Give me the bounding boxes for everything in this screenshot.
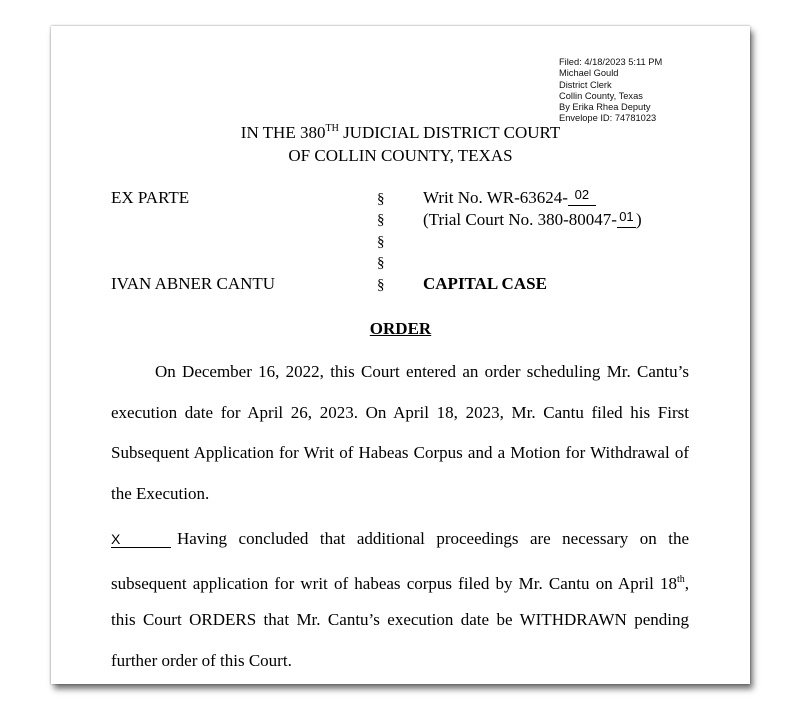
- section-symbol: §: [377, 255, 385, 271]
- writ-number: Writ No. WR-63624- 02: [423, 188, 596, 208]
- paragraph-1-line: Subsequent Application for Writ of Habeas Corpus and a Motion for Withdrawal of: [111, 443, 689, 462]
- deputy-name: By Erika Rhea Deputy: [559, 102, 651, 113]
- paragraph-1-line: the Execution.: [111, 483, 210, 503]
- capital-case-label: CAPITAL CASE: [423, 274, 547, 293]
- paragraph-2-line: X Having concluded that additional proceedings are necessary on the: [111, 519, 689, 560]
- trial-court-number-fill: 01: [619, 209, 634, 224]
- court-heading-line2: OF COLLIN COUNTY, TEXAS: [288, 146, 513, 165]
- paragraph-2: [111, 519, 689, 681]
- defendant-name: IVAN ABNER CANTU: [111, 274, 276, 293]
- paragraph-2-line: this Court ORDERS that Mr. Cantu’s execution date be WITHDRAWN pending: [111, 610, 689, 629]
- paragraph-1-line: On December 16, 2022, this Court entered an order scheduling Mr. Cantu’s: [155, 362, 689, 381]
- paragraph-1: [111, 352, 689, 514]
- paragraph-2-line: further order of this Court.: [111, 650, 292, 670]
- section-symbol: §: [377, 191, 385, 207]
- section-symbol: §: [377, 277, 385, 293]
- order-title: ORDER: [369, 319, 432, 338]
- envelope-id: Envelope ID: 74781023: [559, 113, 657, 124]
- court-heading-line1: IN THE 380TH JUDICIAL DISTRICT COURT: [240, 123, 561, 142]
- checkbox-blank: [111, 529, 171, 548]
- check-mark: X: [111, 531, 121, 547]
- document-page: [51, 26, 750, 684]
- writ-number-fill: 02: [574, 187, 590, 202]
- clerk-title: District Clerk: [559, 79, 612, 90]
- section-symbol: §: [377, 212, 385, 228]
- section-symbol: §: [377, 234, 385, 250]
- ex-parte-label: EX PARTE: [111, 188, 190, 207]
- filing-stamp: [559, 57, 662, 125]
- paragraph-2-line: subsequent application for writ of habeas corpus filed by Mr. Cantu on April 18th,: [111, 573, 689, 593]
- filed-date: Filed: 4/18/2023 5:11 PM: [559, 57, 663, 67]
- paragraph-1-line: execution date for April 26, 2023. On April 18, 2023, Mr. Cantu filed his First: [111, 402, 689, 422]
- clerk-county: Collin County, Texas: [559, 90, 643, 101]
- trial-court-number: (Trial Court No. 380-80047- 01 ): [423, 209, 642, 229]
- clerk-name: Michael Gould: [559, 68, 619, 79]
